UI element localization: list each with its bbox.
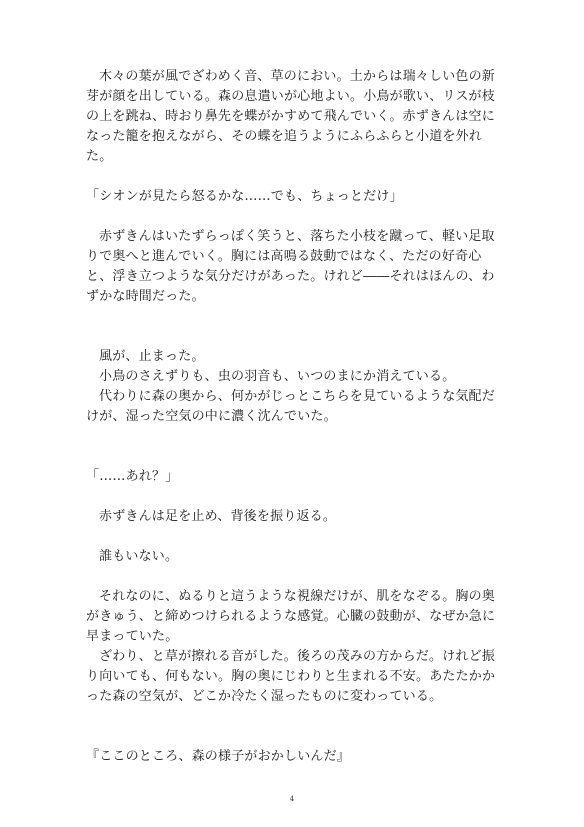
paragraph-curiosity: 赤ずきんはいたずらっぽく笑うと、落ちた小枝を蹴って、軽い足取りで奥へと進んでいく。胸には高鳴る鼓動ではなく、ただの好奇心と、浮き立つような気分だけがあった。けれど――それはほんの、わずかな時間だった。	[86, 229, 495, 304]
body-text	[86, 67, 506, 767]
paragraph-wind-stopped: 風が、止まった。	[99, 349, 205, 364]
paragraph-gap	[86, 207, 506, 227]
paragraph-silence: 小鳥のさえずりも、虫の羽音も、いつのまにか消えている。	[99, 369, 456, 384]
paragraph-gap	[86, 567, 506, 587]
dialogue-recollection: 『ここのところ、森の様子がおかしいんだ』	[86, 749, 351, 764]
paragraph-gap	[86, 527, 506, 547]
scene-break	[86, 707, 506, 747]
paragraph-nobody: 誰もいない。	[99, 549, 179, 564]
paragraph-presence: 代わりに森の奥から、何かがじっとこちらを見ているような気配だけが、湿った空気の中に濃く沈んでいた。	[86, 389, 496, 424]
page-number: 4	[289, 795, 295, 803]
paragraph-looks-back: 赤ずきんは足を止め、背後を振り返る。	[99, 509, 337, 524]
scene-break	[86, 307, 506, 347]
scene-break	[86, 427, 506, 467]
paragraph-rustle: ざわり、と草が擦れる音がした。後ろの茂みの方からだ。けれど振り向いても、何もない。胸の奥にじわりと生まれる不安。あたたかかった森の空気が、どこか冷たく湿ったものに変わっている。	[86, 649, 496, 704]
paragraph-gaze: それなのに、ぬるりと這うような視線だけが、肌をなぞる。胸の奥がきゅう、と締めつけられるような感覚。心臓の鼓動が、なぜか急に早まっていた。	[86, 589, 496, 644]
dialogue-are: 「……あれ？」	[86, 469, 179, 484]
paragraph-gap	[86, 167, 506, 187]
dialogue-shion: 「シオンが見たら怒るかな……でも、ちょっとだけ」	[86, 189, 403, 204]
paragraph-gap	[86, 487, 506, 507]
paragraph-forest-description: 木々の葉が風でざわめく音、草のにおい。土からは瑞々しい色の新芽が顔を出している。森の息遣いが心地よい。小鳥が歌い、リスが枝の上を跳ね、時おり鼻先を蝶がかすめて飛んでいく。赤ずきんは空になった籠を抱えながら、その蝶を追うようにふらふらと小道を外れた。	[86, 69, 496, 164]
